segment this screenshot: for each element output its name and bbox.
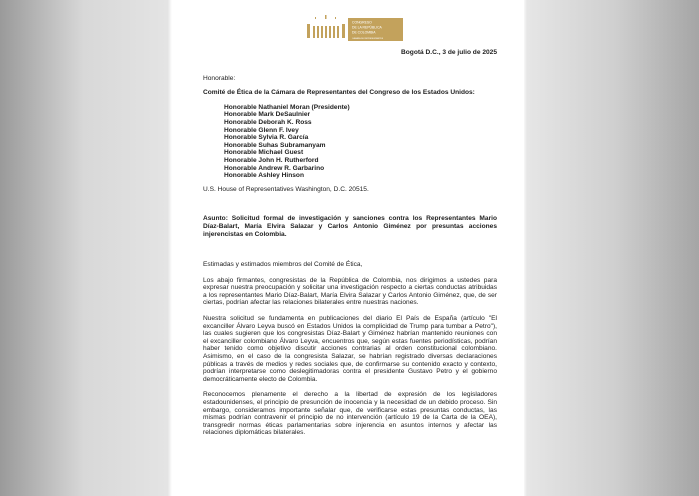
subject-line: Asunto: Solicitud formal de investigación y sanciones contra los Representantes Mario	[203, 215, 497, 223]
letter-date: Bogotá D.C., 3 de julio de 2025	[401, 49, 497, 56]
text-line: Nuestra solicitud se fundamenta en publicaciones del diario El País de España (artículo "El	[203, 315, 497, 323]
text-line: las cuales sugieren que los congresistas Díaz-Balart y Giménez habrían mantenido reuniones con	[203, 330, 497, 338]
recipient-name: Honorable Michael Guest	[224, 149, 304, 157]
paragraph-2	[203, 315, 497, 383]
text-line: mismas podrían contravenir el principio de no intervención (artículo 19 de la Carta de la OEA),	[203, 414, 497, 422]
text-line: transgredir normas éticas parlamentarias sobre injerencia en asuntos internos y afectar las	[203, 421, 497, 429]
logo-text: CÁMARA DE REPRESENTANTES	[352, 38, 384, 40]
logo-text: CONGRESO	[352, 20, 372, 25]
recipient-address: U.S. House of Representatives Washington, D.C. 20515.	[203, 185, 369, 193]
text-line: Asimismo, en el caso de la congresista Salazar, se habrían registrado diversas declaraciones	[203, 353, 497, 361]
recipient-name: Honorable John H. Rutherford	[224, 156, 319, 164]
congress-logo	[305, 14, 403, 41]
text-line: podrían interpretarse como deslegitimadoras contra el presidente Gustavo Petro y el gobierno	[203, 368, 497, 376]
text-line: excanciller Álvaro Leyva buscó en Estados Unidos la complicidad de Trump para tumbar a Petro"),	[203, 322, 497, 330]
salutation: Honorable:	[203, 74, 236, 82]
logo-text: DE LA REPÚBLICA	[352, 25, 382, 30]
text-line: a los representantes Mario Díaz-Balart, María Elvira Salazar y Carlos Antonio Giménez, que, de ser	[203, 291, 497, 299]
text-line: Reconocemos plenamente el derecho a la libertad de expresión de los legisladores	[203, 391, 497, 399]
recipient-name: Honorable Andrew R. Garbarino	[224, 164, 325, 172]
text-line: haber tenido como objetivo discutir acciones contrarias al orden constitucional colombiano.	[203, 345, 497, 353]
subject	[203, 215, 497, 238]
recipient-name: Honorable Deborah K. Ross	[224, 118, 312, 126]
text-line: embargo, consideramos importante señalar que, de verificarse estas presuntas conductas, las	[203, 406, 497, 414]
letter-body	[203, 49, 497, 437]
logo-text: DE COLOMBIA	[352, 30, 376, 35]
subject-line: injerencistas en Colombia.	[203, 230, 287, 238]
text-line: expresar nuestra preocupación y solicitar una investigación respecto a ciertas conductas atribuidas	[203, 284, 497, 292]
committee-heading: Comité de Ética de la Cámara de Representantes del Congreso de los Estados Unidos:	[203, 89, 475, 97]
recipient-name: Honorable Nathaniel Moran (Presidente)	[224, 103, 350, 111]
recipient-name: Honorable Glenn F. Ivey	[224, 126, 299, 134]
recipient-name: Honorable Suhas Subramanyam	[224, 141, 326, 149]
text-line: públicas a través de medios y redes sociales que, de confirmarse su contenido exacto y contexto,	[203, 360, 497, 368]
recipient-name: Honorable Ashley Hinson	[224, 172, 304, 180]
text-line: relaciones diplomáticas bilaterales.	[203, 429, 306, 437]
text-line: estadounidenses, el principio de presunción de inocencia y la necesidad de un debido proceso. Sin	[203, 399, 497, 406]
text-line: el excanciller colombiano Álvaro Leyva, encuentros que, según estas fuentes periodísticas, podrían	[203, 337, 497, 345]
paragraph-3	[203, 391, 497, 437]
recipient-name: Honorable Mark DeSaulnier	[224, 111, 311, 119]
text-line: democráticamente electo de Colombia.	[203, 375, 318, 383]
text-line: ciertas, podrían afectar las relaciones bilaterales entre nuestras naciones.	[203, 299, 419, 307]
text-line: Los abajo firmantes, congresistas de la República de Colombia, nos dirigimos a ustedes para	[203, 276, 497, 284]
paragraph-1	[203, 277, 497, 307]
subject-line: Díaz-Balart, María Elvira Salazar y Carlos Antonio Giménez por presuntas acciones	[203, 222, 497, 230]
greeting: Estimadas y estimados miembros del Comité de Ética,	[203, 261, 363, 269]
recipient-list	[203, 104, 497, 180]
recipient-name: Honorable Sylvia R. García	[224, 134, 309, 142]
